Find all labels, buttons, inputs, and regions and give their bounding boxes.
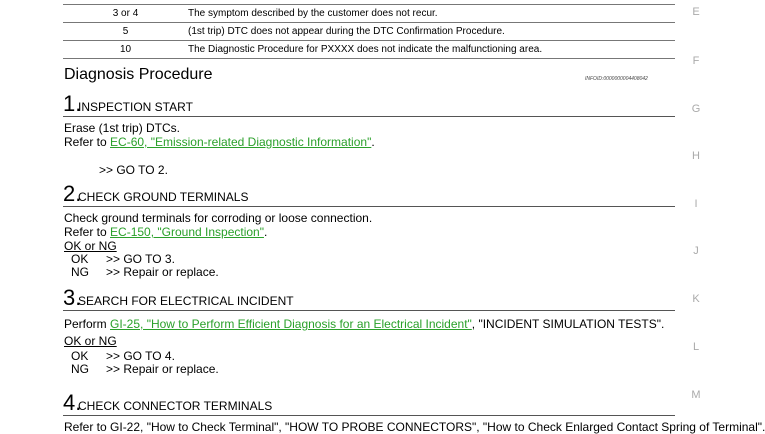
step-header — [63, 92, 675, 117]
reference-link[interactable]: EC-150, "Ground Inspection" — [110, 225, 264, 239]
margin-letter: F — [692, 55, 700, 67]
step-2 — [63, 182, 675, 279]
result-value: >> GO TO 3. — [106, 252, 175, 266]
table-cell-desc: The Diagnostic Procedure for PXXXX does not indicate the malfunctioning area. — [188, 41, 675, 59]
margin-letter: L — [692, 341, 700, 353]
reference-link[interactable]: GI-25, "How to Perform Efficient Diagnosis for an Electrical Incident" — [110, 317, 472, 331]
result-ng — [64, 266, 675, 279]
ok-or-ng-label: OK or NG — [64, 239, 117, 253]
goto-text: >> GO TO 2. — [99, 163, 168, 177]
margin-index — [686, 0, 706, 423]
step-number: 2. — [63, 181, 82, 206]
refer-line — [64, 135, 675, 149]
table-row — [63, 5, 675, 23]
result-key: OK — [71, 349, 89, 363]
step-number: 4. — [63, 390, 82, 415]
margin-letter: E — [692, 6, 700, 18]
step-number: 1. — [63, 91, 82, 116]
result-key: NG — [71, 362, 89, 376]
condition-table — [63, 0, 675, 59]
margin-letter: J — [693, 245, 699, 257]
table-cell-code: 3 or 4 — [63, 5, 188, 23]
margin-letter: K — [692, 293, 700, 305]
instruction-text: Erase (1st trip) DTCs. — [64, 121, 181, 135]
result-key: OK — [71, 252, 89, 266]
margin-letter: G — [691, 103, 701, 115]
table-row — [63, 41, 675, 59]
step-label: INSPECTION START — [78, 100, 193, 114]
step-body — [63, 121, 675, 177]
step-1 — [63, 92, 675, 177]
result-value: >> Repair or replace. — [106, 362, 219, 376]
section-title: Diagnosis Procedure — [64, 66, 213, 83]
table-cell-code: 5 — [63, 23, 188, 41]
info-id: INFOID:0000000004408042 — [585, 76, 648, 82]
refer-suffix: . — [263, 225, 268, 239]
step-4 — [63, 390, 765, 434]
step-number: 3. — [63, 285, 82, 310]
refer-suffix: . — [371, 135, 375, 149]
table-cell-desc: The symptom described by the customer does not recur. — [188, 5, 675, 23]
table-cell-desc: (1st trip) DTC does not appear during the DTC Confirmation Procedure. — [188, 23, 675, 41]
step-label: CHECK CONNECTOR TERMINALS — [78, 399, 273, 413]
reference-link[interactable]: EC-60, "Emission-related Diagnostic Information" — [110, 135, 372, 149]
margin-letter: M — [691, 389, 701, 401]
refer-line — [64, 225, 675, 239]
result-value: >> GO TO 4. — [106, 349, 175, 363]
margin-letter: I — [694, 198, 698, 210]
instruction-text — [64, 317, 675, 331]
perform-suffix: , "INCIDENT SIMULATION TESTS". — [471, 317, 665, 331]
result-key: NG — [71, 265, 89, 279]
step-body — [63, 211, 675, 279]
step-3 — [63, 286, 675, 376]
margin-letter: H — [692, 150, 700, 162]
refer-prefix: Refer to — [64, 225, 111, 239]
step-body-partial: Refer to GI-22, "How to Check Terminal", "HOW TO PROBE CONNECTORS", "How to Check Enlarged Contact Spring of Terminal". — [64, 420, 765, 434]
result-ng — [64, 363, 675, 376]
step-header — [63, 182, 675, 207]
refer-prefix: Refer to — [64, 135, 111, 149]
ok-or-ng-label: OK or NG — [64, 334, 117, 348]
step-label: SEARCH FOR ELECTRICAL INCIDENT — [78, 294, 294, 308]
step-body — [63, 317, 675, 376]
step-label: CHECK GROUND TERMINALS — [78, 190, 249, 204]
result-value: >> Repair or replace. — [106, 265, 219, 279]
step-header — [63, 286, 675, 311]
instruction-text: Check ground terminals for corroding or loose connection. — [64, 211, 373, 225]
table-cell-code: 10 — [63, 41, 188, 59]
perform-prefix: Perform — [64, 317, 111, 331]
step-header — [63, 391, 675, 416]
table-row — [63, 23, 675, 41]
